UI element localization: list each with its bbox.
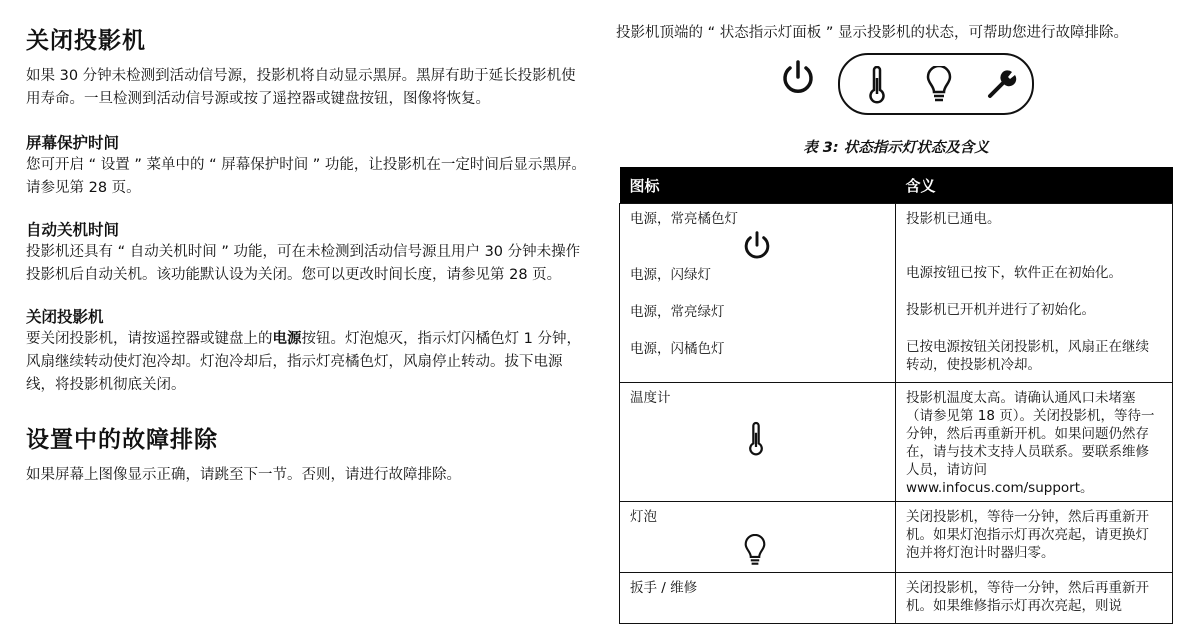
power-icon xyxy=(780,59,816,97)
row-label: 灯泡 xyxy=(630,509,657,525)
table-row xyxy=(620,502,1173,573)
row-label: 电源，闪绿灯 xyxy=(630,267,711,283)
col-meaning-header: 含义 xyxy=(896,167,1173,204)
auto-off-body: 投影机还具有 “ 自动关机时间 ” 功能，可在未检测到活动信号源且用户 30 分钟未操作投影机后自动关机。该功能默认设为关闭。您可以更改时间长度，请参见第 28 页。 xyxy=(26,244,581,283)
thermometer-icon xyxy=(868,66,886,104)
troubleshoot-paragraph: 如果屏幕上图像显示正确，请跳至下一节。否则，请进行故障排除。 xyxy=(26,467,461,483)
meaning-text: 投影机温度太高。请确认通风口未堵塞（请参见第 18 页）。关闭投影机，等待一分钟，然后再重新开机。如果问题仍然存在，请与技术支持人员联系。要联系维修人员，请访问 www.infocus.com/support。 xyxy=(896,383,1173,502)
screen-saver-body: 您可开启 “ 设置 ” 菜单中的 “ 屏幕保护时间 ” 功能，让投影机在一定时间后显示黑屏。请参见第 28 页。 xyxy=(26,157,586,196)
meaning-text: 电源按钮已按下，软件正在初始化。 xyxy=(906,265,1122,281)
meaning-text: 投影机已通电。 xyxy=(906,211,1001,227)
power-rows-cell xyxy=(620,204,896,383)
row-label: 电源，闪橘色灯 xyxy=(630,341,725,357)
row-label: 电源，常亮橘色灯 xyxy=(630,211,738,227)
left-column xyxy=(26,22,586,487)
bulb-icon xyxy=(744,534,766,568)
table-caption: 表 3: 状态指示灯状态及含义 xyxy=(803,140,989,156)
row-label: 扳手 / 维修 xyxy=(620,573,896,624)
wrench-icon xyxy=(986,68,1018,100)
screen-saver-heading: 屏幕保护时间 xyxy=(26,134,120,152)
section-title-shutdown: 关闭投影机 xyxy=(26,28,146,54)
meaning-text: 投影机已开机并进行了初始化。 xyxy=(906,302,1095,318)
power-off-body xyxy=(26,328,586,397)
status-panel xyxy=(838,53,1034,115)
power-off-bold: 电源 xyxy=(272,331,302,347)
status-table xyxy=(619,167,1173,624)
section-title-troubleshoot: 设置中的故障排除 xyxy=(26,427,218,453)
power-off-heading: 关闭投影机 xyxy=(26,308,104,326)
power-off-text-b: 按钮。灯泡熄灭，指示灯闪橘色灯 1 分钟，风扇继续转动使灯泡冷却。灯泡冷却后，指示灯亮橘色灯，风扇停止转动。拔下电源线，将投影机彻底关闭。 xyxy=(26,331,581,393)
row-label: 温度计 xyxy=(630,390,671,406)
table-row xyxy=(620,204,1173,383)
panel-intro: 投影机顶端的 “ 状态指示灯面板 ” 显示投影机的状态，可帮助您进行故障排除。 xyxy=(616,25,1128,41)
meaning-text: 关闭投影机，等待一分钟，然后再重新开机。如果灯泡指示灯再次亮起，请更换灯泡并将灯泡计时器归零。 xyxy=(896,502,1173,573)
col-icon-header: 图标 xyxy=(620,167,896,204)
meaning-text: 关闭投影机，等待一分钟，然后再重新开机。如果维修指示灯再次亮起，则说 xyxy=(896,573,1173,624)
table-row xyxy=(620,383,1173,502)
auto-off-heading: 自动关机时间 xyxy=(26,221,120,239)
indicator-panel-illustration xyxy=(616,49,1176,125)
thermometer-icon xyxy=(748,421,764,457)
thermometer-cell xyxy=(620,383,896,502)
power-meanings-cell xyxy=(896,204,1173,383)
table-header xyxy=(620,167,1173,204)
meaning-text: 已按电源按钮关闭投影机，风扇正在继续转动，使投影机冷却。 xyxy=(906,339,1149,373)
power-icon xyxy=(742,230,772,262)
power-off-text-a: 要关闭投影机，请按遥控器或键盘上的 xyxy=(26,331,273,347)
blank-screen-paragraph: 如果 30 分钟未检测到活动信号源，投影机将自动显示黑屏。黑屏有助于延长投影机使用寿命。一旦检测到活动信号源或按了遥控器或键盘按钮，图像将恢复。 xyxy=(26,68,576,107)
bulb-icon xyxy=(926,66,952,104)
bulb-cell xyxy=(620,502,896,573)
row-label: 电源，常亮绿灯 xyxy=(630,304,725,320)
right-column xyxy=(616,22,1176,614)
table-row xyxy=(620,573,1173,624)
